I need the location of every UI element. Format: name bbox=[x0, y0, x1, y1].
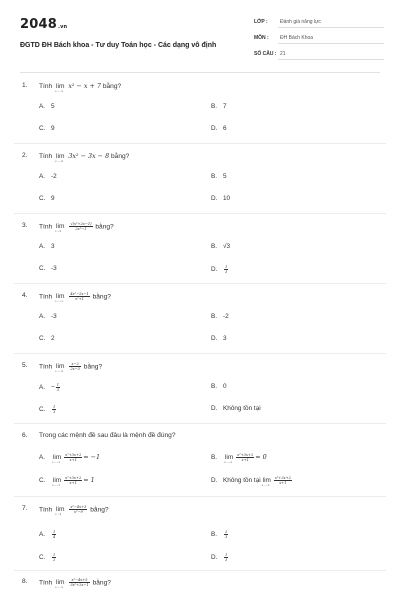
fraction-denominator: x²+1 bbox=[75, 297, 84, 301]
option-5d[interactable] bbox=[211, 405, 261, 412]
fraction-denominator: x²−9 bbox=[73, 510, 83, 514]
option-result: = 0 bbox=[255, 453, 267, 462]
fraction-denominator: 2 bbox=[53, 558, 56, 562]
question-text bbox=[39, 152, 130, 163]
option-5c[interactable] bbox=[39, 405, 57, 414]
fraction-denominator: 4 bbox=[53, 535, 56, 539]
option-4b[interactable] bbox=[211, 313, 229, 320]
question-number: 1. bbox=[22, 82, 28, 89]
limit-fraction bbox=[69, 578, 89, 587]
fraction-denominator: 3x²+2x−1 bbox=[70, 583, 89, 587]
limit-label: lim bbox=[262, 477, 271, 485]
fraction-numerator: x²+3x+2 bbox=[274, 476, 291, 480]
option-letter: B. bbox=[211, 531, 218, 539]
option-letter: B. bbox=[211, 243, 218, 250]
limit-label: lim bbox=[53, 454, 62, 462]
option-text: 9 bbox=[51, 195, 55, 202]
option-letter: B. bbox=[211, 454, 218, 462]
fraction-numerator: x²+3x+2 bbox=[237, 453, 254, 457]
question-number: 6. bbox=[22, 432, 28, 439]
question-suffix: bằng? bbox=[92, 293, 111, 301]
worksheet-header bbox=[20, 12, 380, 68]
option-7a[interactable] bbox=[39, 530, 57, 539]
option-text: √3 bbox=[223, 243, 231, 250]
limit-operator bbox=[55, 506, 65, 517]
option-letter: C. bbox=[39, 554, 46, 562]
option-fraction bbox=[64, 476, 82, 485]
option-text: -3 bbox=[51, 265, 57, 272]
limit-label: lim bbox=[225, 454, 234, 462]
fraction-denominator: x+1 bbox=[69, 481, 77, 485]
option-fraction bbox=[64, 453, 82, 462]
option-result: = −1 bbox=[83, 453, 101, 462]
option-text: 10 bbox=[223, 195, 231, 202]
fraction-numerator: x−2 bbox=[69, 362, 81, 367]
limit-subscript: x→−1 bbox=[224, 460, 232, 465]
option-fraction bbox=[236, 453, 254, 462]
option-2d[interactable] bbox=[211, 195, 230, 202]
option-fraction bbox=[52, 405, 56, 414]
question-divider bbox=[14, 570, 386, 571]
option-5a[interactable] bbox=[39, 383, 61, 392]
meta-count bbox=[254, 48, 384, 60]
limit-subscript: x→3 bbox=[55, 512, 62, 517]
option-1d[interactable] bbox=[211, 125, 227, 132]
option-fraction bbox=[52, 530, 56, 539]
option-letter: D. bbox=[211, 554, 218, 562]
option-letter: D. bbox=[211, 125, 218, 132]
limit-subscript: x→−3 bbox=[55, 369, 63, 374]
question-number: 8. bbox=[22, 578, 28, 585]
header-divider bbox=[20, 72, 380, 73]
fraction-numerator: 1 bbox=[56, 383, 60, 387]
option-text: 5 bbox=[223, 173, 227, 180]
limit-label: lim bbox=[56, 153, 65, 160]
limit-operator bbox=[52, 454, 62, 465]
option-4a[interactable] bbox=[39, 313, 57, 320]
option-letter: B. bbox=[211, 103, 218, 110]
option-1b[interactable] bbox=[211, 103, 227, 110]
option-4d[interactable] bbox=[211, 335, 227, 342]
limit-label: lim bbox=[56, 83, 65, 90]
option-result: = 1 bbox=[83, 476, 95, 485]
fraction-denominator: 3 bbox=[225, 535, 228, 539]
question-number: 3. bbox=[22, 222, 28, 229]
option-1c[interactable] bbox=[39, 125, 55, 132]
option-letter: A. bbox=[39, 313, 46, 320]
option-text: Không tồn tại bbox=[223, 477, 261, 485]
option-text: 9 bbox=[51, 125, 55, 132]
option-6d[interactable] bbox=[211, 476, 293, 488]
fraction-numerator: 1 bbox=[225, 553, 228, 557]
question-suffix: bằng? bbox=[102, 83, 122, 90]
option-4c[interactable] bbox=[39, 335, 55, 342]
option-6b[interactable] bbox=[211, 453, 267, 465]
option-text: 7 bbox=[223, 103, 227, 110]
logo-text: 2048 bbox=[20, 17, 57, 32]
question-prefix: Tính bbox=[39, 506, 53, 514]
fraction-numerator: x²−4x+3 bbox=[70, 505, 87, 509]
option-7c[interactable] bbox=[39, 553, 57, 562]
meta-class-value: Đánh giá năng lực bbox=[280, 19, 321, 25]
question-text bbox=[39, 82, 122, 93]
meta-count-value: 21 bbox=[280, 51, 286, 57]
meta-count-label: SỐ CÂU : bbox=[254, 51, 277, 57]
question-divider bbox=[14, 213, 386, 214]
option-2b[interactable] bbox=[211, 173, 227, 180]
fraction-denominator: 3 bbox=[56, 388, 60, 392]
question-suffix: bằng? bbox=[95, 223, 114, 231]
question-suffix: bằng? bbox=[110, 153, 130, 160]
limit-label: lim bbox=[53, 477, 62, 485]
limit-subscript: x→−1 bbox=[261, 483, 270, 488]
question-number: 2. bbox=[22, 152, 28, 159]
option-text: 3 bbox=[223, 335, 227, 342]
option-text: -3 bbox=[51, 313, 57, 320]
limit-fraction bbox=[69, 292, 89, 301]
limit-label: lim bbox=[56, 363, 65, 371]
option-6c[interactable] bbox=[39, 476, 95, 488]
question-divider bbox=[14, 353, 386, 354]
question-text bbox=[39, 362, 103, 374]
option-3a[interactable] bbox=[39, 243, 55, 250]
option-7d[interactable] bbox=[211, 553, 229, 562]
question-divider bbox=[14, 496, 386, 497]
limit-fraction bbox=[69, 222, 92, 231]
question-number: 5. bbox=[22, 362, 28, 369]
option-3b[interactable] bbox=[211, 243, 230, 250]
option-2c[interactable] bbox=[39, 195, 55, 202]
option-text: 6 bbox=[223, 125, 227, 132]
option-text: 3 bbox=[51, 243, 55, 250]
limit-operator bbox=[224, 454, 234, 465]
limit-subscript: x→2 bbox=[55, 229, 62, 234]
option-1a[interactable] bbox=[39, 103, 55, 110]
option-letter: D. bbox=[211, 477, 218, 485]
limit-label: lim bbox=[56, 223, 65, 231]
limit-operator bbox=[55, 363, 65, 374]
option-sign: − bbox=[51, 384, 55, 392]
question-prefix: Tính bbox=[39, 363, 53, 371]
fraction-numerator: x²+3x+2 bbox=[65, 476, 82, 480]
option-letter: C. bbox=[39, 195, 46, 202]
limit-subscript: x→−1 bbox=[52, 460, 60, 465]
fraction-numerator: x²+3x+2 bbox=[65, 453, 82, 457]
fraction-numerator: 1 bbox=[53, 405, 56, 409]
question-prefix: Tính bbox=[39, 223, 53, 231]
fraction-numerator: 4x²−2x−1 bbox=[70, 292, 89, 296]
meta-underline bbox=[278, 43, 384, 44]
limit-expression: 3x² − 3x − 8 bbox=[68, 152, 110, 160]
limit-fraction bbox=[69, 362, 81, 371]
option-letter: B. bbox=[211, 173, 218, 180]
option-3c[interactable] bbox=[39, 265, 57, 272]
option-letter: A. bbox=[39, 103, 46, 110]
option-letter: C. bbox=[39, 125, 46, 132]
option-fraction bbox=[56, 383, 60, 392]
option-letter: A. bbox=[39, 384, 46, 392]
option-letter: C. bbox=[39, 335, 46, 342]
question-number: 4. bbox=[22, 292, 28, 299]
option-text: 2 bbox=[51, 335, 55, 342]
question-divider bbox=[14, 423, 386, 424]
limit-operator bbox=[55, 293, 65, 304]
option-letter: A. bbox=[39, 243, 46, 250]
option-letter: C. bbox=[39, 265, 46, 272]
question-text bbox=[39, 578, 111, 590]
meta-class-label: LỚP : bbox=[254, 19, 268, 25]
question-prefix: Tính bbox=[39, 579, 53, 587]
question-text bbox=[39, 292, 111, 304]
fraction-denominator: 3 bbox=[53, 410, 56, 414]
question-prefix: Tính bbox=[39, 153, 53, 160]
question-prefix: Tính bbox=[39, 83, 53, 90]
option-letter: A. bbox=[39, 531, 46, 539]
option-text: 5 bbox=[51, 103, 55, 110]
fraction-denominator: x+1 bbox=[69, 458, 77, 462]
question-suffix: bằng? bbox=[83, 363, 103, 371]
question-number: 7. bbox=[22, 505, 28, 512]
logo-suffix: .vn bbox=[57, 24, 68, 30]
limit-operator bbox=[55, 83, 65, 93]
fraction-denominator: 2x²−1 bbox=[75, 227, 87, 231]
option-fraction bbox=[224, 553, 228, 562]
fraction-denominator: x+1 bbox=[279, 481, 287, 485]
meta-class bbox=[254, 16, 384, 28]
option-fraction bbox=[274, 476, 292, 485]
limit-operator bbox=[261, 477, 271, 488]
option-text: -2 bbox=[51, 173, 57, 180]
limit-label: lim bbox=[56, 293, 65, 301]
question-suffix: bằng? bbox=[92, 579, 111, 587]
option-5b[interactable] bbox=[211, 383, 227, 390]
limit-subscript: x→−2 bbox=[55, 159, 63, 163]
fraction-numerator: 1 bbox=[53, 553, 56, 557]
fraction-denominator: x+1 bbox=[241, 458, 249, 462]
site-logo[interactable] bbox=[20, 17, 67, 32]
option-text: Không tồn tại bbox=[223, 405, 261, 412]
option-2a[interactable] bbox=[39, 173, 57, 180]
option-text: 0 bbox=[223, 383, 227, 390]
question-text bbox=[39, 505, 109, 517]
limit-operator bbox=[55, 223, 65, 234]
option-letter: D. bbox=[211, 335, 218, 342]
limit-label: lim bbox=[56, 579, 65, 587]
meta-subject-value: ĐH Bách Khoa bbox=[280, 35, 314, 41]
fraction-numerator: 2 bbox=[225, 530, 228, 534]
limit-label: lim bbox=[56, 506, 65, 514]
fraction-numerator: √(x²+2x−1) bbox=[70, 222, 92, 226]
fraction-denominator: 2x−3 bbox=[70, 367, 80, 371]
option-6a[interactable] bbox=[39, 453, 101, 465]
option-letter: D. bbox=[211, 266, 218, 274]
option-fraction bbox=[52, 553, 56, 562]
fraction-numerator: x²−4x+5 bbox=[69, 578, 89, 583]
limit-operator bbox=[52, 477, 62, 488]
question-text: Trong các mệnh đề sau đâu là mệnh đề đúng? bbox=[39, 432, 176, 439]
limit-fraction bbox=[69, 505, 87, 514]
limit-subscript: x→−1 bbox=[55, 585, 63, 590]
question-text bbox=[39, 222, 114, 234]
option-letter: A. bbox=[39, 173, 46, 180]
limit-subscript: x→−1 bbox=[55, 89, 63, 93]
document-title: ĐGTD ĐH Bách khoa - Tư duy Toán học - Các dạng vô định bbox=[20, 42, 217, 49]
option-letter: A. bbox=[39, 454, 46, 462]
limit-operator bbox=[55, 153, 65, 163]
option-letter: C. bbox=[39, 406, 46, 414]
option-text: -2 bbox=[223, 313, 229, 320]
meta-underline bbox=[278, 27, 384, 28]
limit-subscript: x→−1 bbox=[52, 483, 60, 488]
limit-expression: x² − x + 7 bbox=[68, 82, 101, 90]
option-letter: B. bbox=[211, 313, 218, 320]
question-suffix: bằng? bbox=[90, 506, 109, 514]
option-letter: D. bbox=[211, 195, 218, 202]
fraction-denominator: 3 bbox=[225, 558, 228, 562]
option-fraction bbox=[224, 265, 228, 274]
option-letter: D. bbox=[211, 405, 218, 412]
fraction-denominator: 3 bbox=[225, 270, 228, 274]
question-divider bbox=[14, 143, 386, 144]
question-divider bbox=[14, 283, 386, 284]
fraction-numerator: 1 bbox=[53, 530, 56, 534]
limit-operator bbox=[55, 579, 65, 590]
option-fraction bbox=[224, 530, 228, 539]
option-7b[interactable] bbox=[211, 530, 229, 539]
option-3d[interactable] bbox=[211, 265, 229, 274]
option-letter: B. bbox=[211, 383, 218, 390]
fraction-numerator: 1 bbox=[225, 265, 228, 269]
meta-subject-label: MÔN : bbox=[254, 35, 269, 41]
meta-subject bbox=[254, 32, 384, 44]
question-prefix: Tính bbox=[39, 293, 53, 301]
option-letter: C. bbox=[39, 477, 46, 485]
limit-subscript: x→−∞ bbox=[55, 299, 64, 304]
meta-underline bbox=[278, 59, 384, 60]
